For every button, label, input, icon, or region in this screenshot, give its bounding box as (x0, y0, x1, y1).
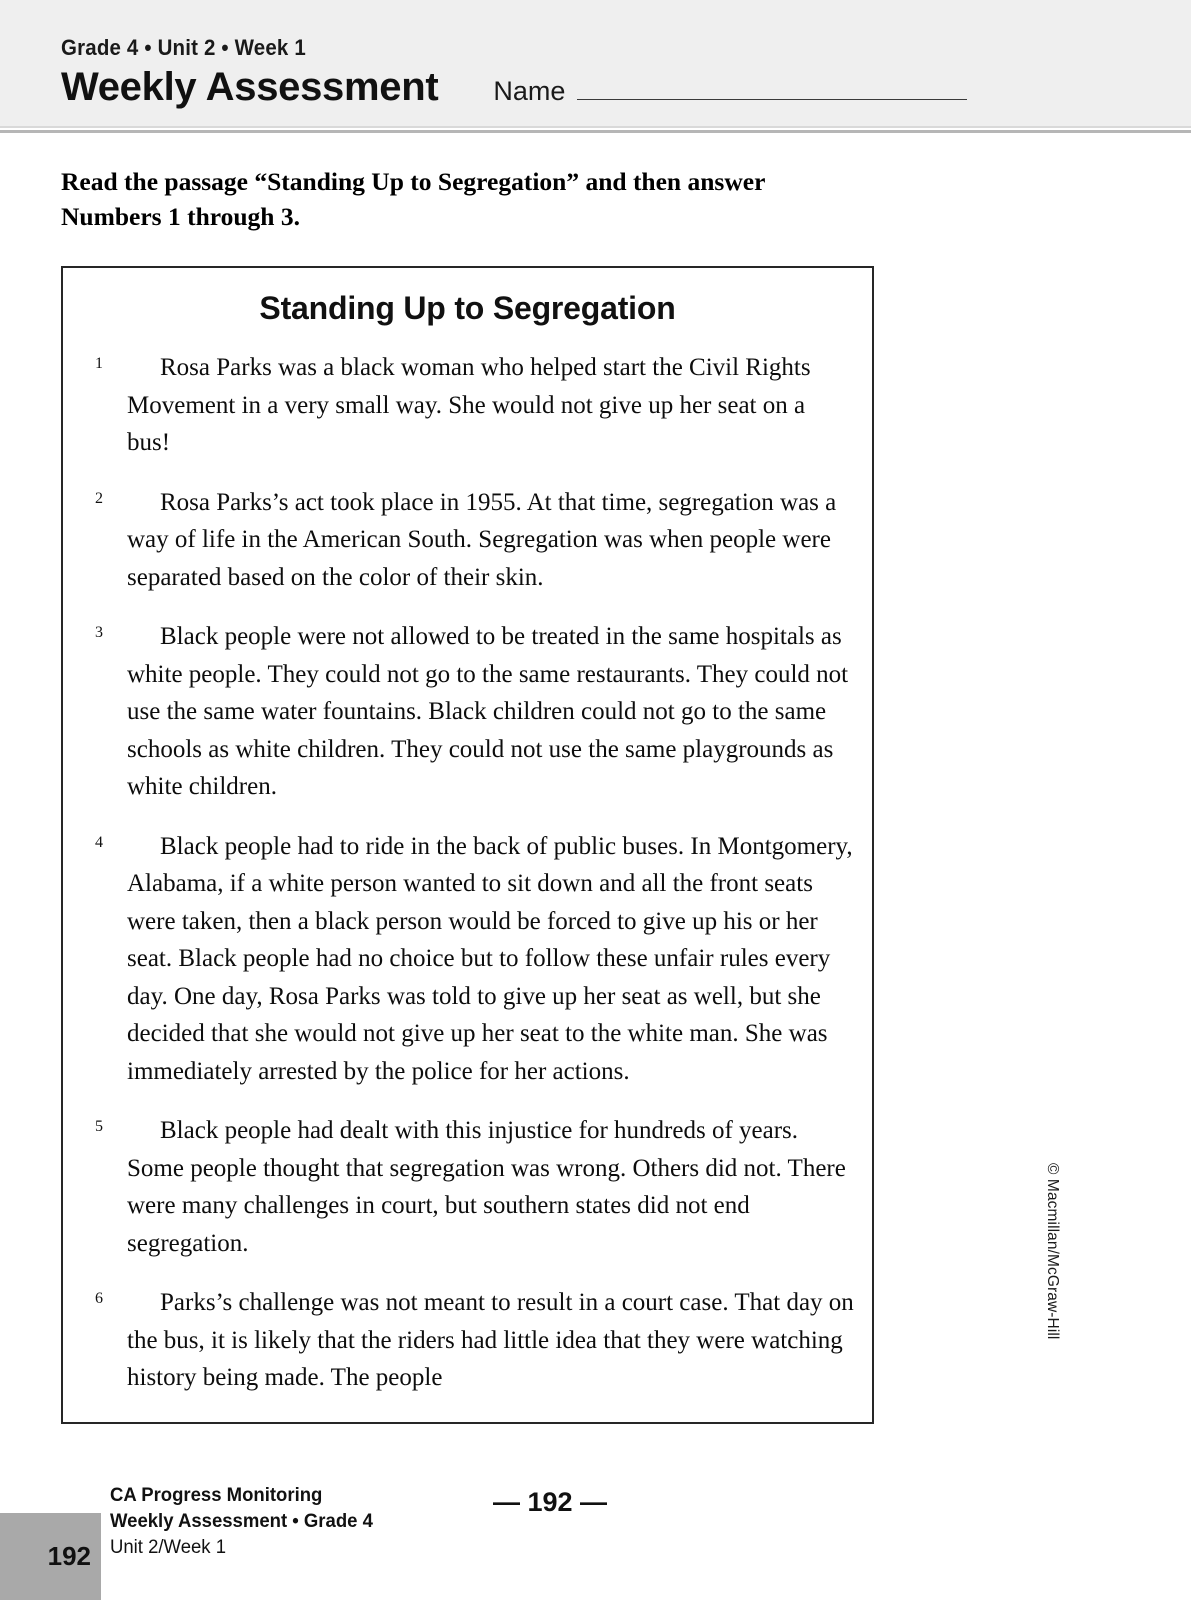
paragraph-text: Rosa Parks was a black woman who helped start the Civil Rights Movement in a very small way. She would not give up her seat on a bus! (127, 354, 811, 456)
passage-box (61, 266, 874, 1424)
name-input-line[interactable] (577, 98, 967, 100)
paragraph-text: Black people had to ride in the back of public buses. In Montgomery, Alabama, if a white person wanted to sit down and all the front seats were taken, then a black person would be forced to give up his or her seat. Black people had no choice but to follow these unfair rules every day. One day, Rosa Parks was told to give up her seat as well, but she decided that she would not give up her seat to the white man. She was immediately arrested by the police for her actions. (127, 832, 853, 1085)
name-field-group (493, 76, 967, 107)
copyright-notice: © Macmillan/McGraw-Hill (1044, 1163, 1061, 1340)
passage-paragraph (95, 484, 854, 597)
paragraph-number: 5 (95, 1118, 103, 1135)
passage-paragraph (95, 618, 854, 806)
name-label: Name (493, 76, 566, 107)
passage-paragraph-list (63, 349, 872, 1397)
footer-program-name: CA Progress Monitoring (110, 1484, 323, 1506)
paragraph-number: 4 (95, 833, 103, 851)
paragraph-text: Parks’s challenge was not meant to result in a court case. That day on the bus, it is likely that the riders had little idea that they were watching history being made. The people (127, 1289, 854, 1391)
footer-unit-week: Unit 2/Week 1 (110, 1535, 227, 1558)
header-divider-dark (0, 130, 1191, 133)
paragraph-text: Black people were not allowed to be treated in the same hospitals as white people. They could not go to the same restaurants. They could not use the same water fountains. Black children could not go to the same schools as white children. They could not use the same playgrounds as white children. (127, 623, 849, 800)
footer-assessment-grade: Weekly Assessment • Grade 4 (110, 1509, 373, 1532)
directions-text: Read the passage “Standing Up to Segregation” and then answer Numbers 1 through 3. (61, 167, 765, 231)
paragraph-number: 2 (95, 489, 103, 507)
paragraph-number: 6 (95, 1290, 103, 1307)
passage-title: Standing Up to Segregation (259, 290, 676, 326)
header-kicker: Grade 4 • Unit 2 • Week 1 (61, 35, 306, 60)
header-divider-light (0, 126, 1191, 128)
passage-paragraph (95, 1284, 854, 1397)
paragraph-number: 3 (95, 624, 103, 641)
page-title: Weekly Assessment (61, 65, 439, 110)
header-content (61, 36, 967, 108)
paragraph-number: 1 (95, 355, 103, 372)
footer-imprint (110, 1483, 387, 1561)
passage-paragraph (95, 828, 854, 1091)
paragraph-text: Black people had dealt with this injustice for hundreds of years. Some people thought that segregation was wrong. Others did not. There were many challenges in court, but southern states did not end segregation. (127, 1117, 846, 1257)
footer-swatch-page-number: 192 (47, 1541, 91, 1571)
footer-folio-page-number: — 192 — (492, 1487, 608, 1517)
header-title-row (61, 66, 967, 108)
paragraph-text: Rosa Parks’s act took place in 1955. At that time, segregation was a way of life in the American South. Segregation was when people were separated based on the color of their skin. (127, 488, 837, 591)
passage-paragraph (95, 1112, 854, 1262)
passage-paragraph (95, 349, 854, 462)
